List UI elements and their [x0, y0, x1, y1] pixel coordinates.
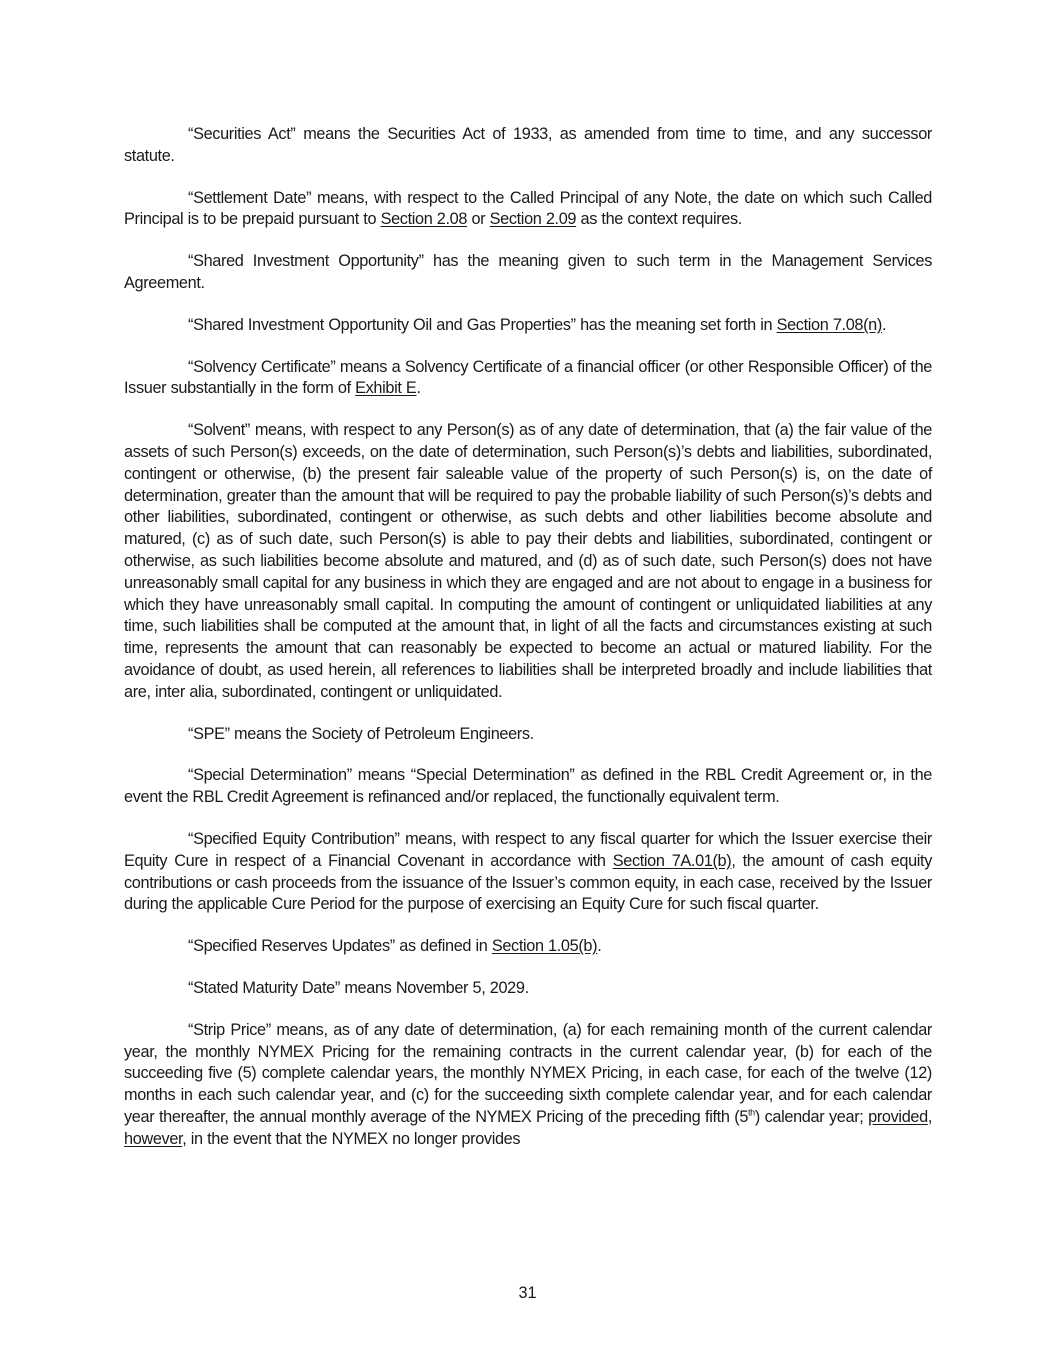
definition-text: , the amount of cash equity contributions or cash proceeds from the issuance of the Issuer’s common equity, in each case, received by the Issuer during the applicable Cure Period for the purpose of exercising an Equity Cure for such fiscal quarter.: [124, 851, 933, 914]
definition-text: means, with respect to the Called Principal of any Note, the date on which such Called Principal is to be prepaid pursuant to: [124, 188, 932, 229]
definition-text: as defined in: [394, 937, 492, 956]
proviso-term: provided: [868, 1107, 928, 1126]
proviso-term: however: [124, 1129, 183, 1148]
section-reference: Section 7.08(n): [776, 315, 882, 334]
document-body: [124, 124, 932, 1150]
definition-text: , in the event that the NYMEX no longer provides: [182, 1129, 521, 1148]
section-reference: Section 7A.01(b): [612, 851, 732, 870]
definition-text: or: [467, 210, 490, 229]
definition-specified-equity-contribution: [124, 829, 932, 916]
section-reference: Section 1.05(b): [491, 937, 598, 956]
defined-term: “Solvency Certificate”: [188, 357, 336, 376]
defined-term: “Securities Act”: [188, 125, 296, 143]
definition-settlement-date: [124, 188, 932, 232]
definition-spe: [124, 724, 932, 746]
definition-text: means, as of any date of determination, (a) for each remaining month of the current calendar year, the monthly NYMEX Pricing for the remaining contracts in the current calendar year, (b) for each of the succeeding five (5) complete calendar years, the monthly NYMEX Pricing, in each case, for each of the twelve (12) months in each such calendar year, and (c) for the succeeding sixth complete calendar year, and for each calendar year thereafter, the annual monthly average of the NYMEX Pricing of the preceding fifth (5: [124, 1020, 932, 1126]
defined-term: “Settlement Date”: [188, 188, 312, 207]
defined-term: “Stated Maturity Date”: [188, 978, 340, 997]
definition-text: .: [416, 379, 421, 398]
definition-text: means November 5, 2029.: [339, 978, 529, 997]
definition-solvent: [124, 420, 932, 703]
definition-strip-price: [124, 1020, 932, 1151]
definition-text: has the meaning given to such term in the Management Services Agreement.: [124, 252, 932, 292]
page-number: 31: [518, 1284, 537, 1302]
definition-text: means, with respect to any fiscal quarter for which the Issuer exercise their Equity Cure in respect of a Financial Covenant in accordance with: [124, 829, 932, 870]
section-reference: Section 2.08: [380, 210, 468, 229]
definition-shared-investment-properties: [124, 315, 932, 337]
definition-text: .: [881, 315, 887, 334]
defined-term: “Strip Price”: [188, 1020, 271, 1039]
definition-text: means a Solvency Certificate of a financial officer (or other Responsible Officer) of the Issuer substantially in the form of: [124, 357, 932, 398]
section-reference: Section 2.09: [489, 210, 577, 229]
definition-text: .: [597, 937, 602, 956]
defined-term: “Specified Equity Contribution”: [188, 829, 400, 848]
definition-text: as the context requires.: [576, 210, 742, 229]
ordinal-superscript: th: [748, 1107, 755, 1118]
definition-solvency-certificate: [124, 357, 932, 401]
definition-stated-maturity-date: [124, 978, 932, 1000]
definition-text: means “Special Determination” as defined in the RBL Credit Agreement or, in the event the RBL Credit Agreement is refinanced and/or replaced, the functionally equivalent term.: [124, 766, 932, 807]
exhibit-reference: Exhibit E: [355, 379, 417, 398]
definition-specified-reserves-updates: [124, 936, 932, 958]
defined-term: “Solvent”: [188, 421, 250, 440]
definition-text: has the meaning set forth in: [575, 315, 777, 334]
definition-special-determination: [124, 765, 932, 809]
definition-text: means the Securities Act of 1933, as amended from time to time, and any successor statute.: [124, 125, 933, 165]
definition-securities-act: [124, 124, 932, 168]
definition-shared-investment-opportunity: [124, 251, 932, 295]
definition-text: means, with respect to any Person(s) as of any date of determination, that (a) the fair value of the assets of such Person(s) exceeds, on the date of determination, such Person(s)’s debts and liabilities, subordinated, contingent or otherwise, (b) the present fair saleable value of the property of such Person(s) is, on the date of determination, greater than the amount that will be required to pay the probable liability of such Person(s)’s debts and other liabilities, subordinated, contingent or otherwise, as such debts and other liabilities become absolute and matured, (c) as of such date, such Person(s) is able to pay their debts and liabilities, subordinated, contingent or otherwise, as such liabilities become absolute and matured, and (d) as of such date, such Person(s) does not have unreasonably small capital for any business in which they are engaged and are not about to engage in a business for which they have unreasonably small capital. In computing the amount of contingent or unliquidated liabilities at any time, such liabilities shall be computed at the amount that, in light of all the facts and circumstances existing at such time, represents the amount that can reasonably be expected to become an actual or matured liability. For the avoidance of doubt, as used herein, all references to liabilities shall be interpreted broadly and include liabilities that are, inter alia, subordinated, contingent or unliquidated.: [124, 421, 932, 701]
definition-text: means the Society of Petroleum Engineers.: [229, 724, 534, 743]
defined-term: “SPE”: [188, 724, 230, 743]
defined-term: “Shared Investment Opportunity”: [188, 252, 424, 271]
defined-term: “Special Determination”: [188, 766, 352, 785]
defined-term: “Specified Reserves Updates”: [188, 937, 395, 956]
defined-term: “Shared Investment Opportunity Oil and Gas Properties”: [188, 315, 576, 334]
definition-text: ) calendar year;: [754, 1107, 869, 1126]
definition-text: ,: [927, 1107, 932, 1126]
